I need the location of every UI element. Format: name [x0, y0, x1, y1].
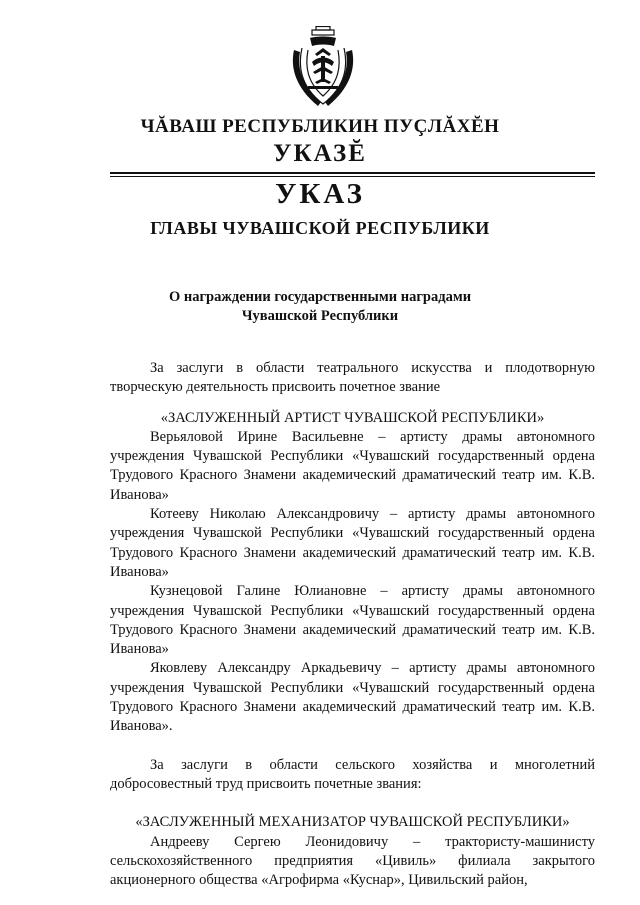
section1-award-title: «ЗАСЛУЖЕННЫЙ АРТИСТ ЧУВАШСКОЙ РЕСПУБЛИКИ» — [160, 409, 545, 426]
recipient-paragraph: Верьяловой Ирине Васильевне – артисту драмы автономного учреждения Чувашской Республики «Чувашский государственный ордена Трудового Красного Знамени академический драматический театр им. К.В. Иванова» — [110, 428, 595, 503]
header-chuvash-title: УКАЗĔ — [273, 140, 367, 167]
header-russian-title: УКАЗ — [275, 178, 365, 210]
decree-title-line-1: О награждении государственными наградами — [168, 289, 472, 305]
decree-title-line-2: Чувашской Республики — [241, 308, 399, 324]
section2-intro: За заслуги в области сельского хозяйства и многолетний добросовестный труд присвоить почетные звания: — [110, 756, 595, 792]
decree-body — [110, 359, 595, 890]
recipient-paragraph: Яковлеву Александру Аркадьевичу – артисту драмы автономного учреждения Чувашской Республики «Чувашский государственный ордена Трудового Красного Знамени академический драматический театр им. К.В. Иванова». — [110, 660, 595, 735]
recipient-paragraph: Кузнецовой Галине Юлиановне – артисту драмы автономного учреждения Чувашской Республики «Чувашский государственный ордена Трудового Красного Знамени академический драматический театр им. К.В. Иванова» — [110, 583, 595, 658]
recipient-paragraph: Андрееву Сергею Леонидовичу – трактористу-машинисту сельскохозяйственного предприятия «Цивиль» филиала закрытого акционерного общества «Агрофирма «Куснар», Цивильский район, — [110, 833, 595, 889]
header-divider-thick — [110, 172, 595, 174]
header-divider-thin — [110, 176, 595, 177]
header-chuvash-line: ЧĂВАШ РЕСПУБЛИКИН ПУÇЛĂХĔН — [140, 116, 500, 137]
section2-award-title: «ЗАСЛУЖЕННЫЙ МЕХАНИЗАТОР ЧУВАШСКОЙ РЕСПУБЛИКИ» — [135, 814, 570, 831]
chuvash-coat-of-arms-emblem — [288, 26, 358, 108]
decree-title — [0, 288, 640, 326]
header-russian-subtitle: ГЛАВЫ ЧУВАШСКОЙ РЕСПУБЛИКИ — [150, 218, 490, 238]
recipient-paragraph: Котееву Николаю Александровичу – артисту драмы автономного учреждения Чувашской Республики «Чувашский государственный ордена Трудового Красного Знамени академический драматический театр им. К.В. Иванова» — [110, 506, 595, 580]
section1-intro: За заслуги в области театрального искусства и плодотворную творческую деятельность присвоить почетное звание — [110, 360, 595, 396]
